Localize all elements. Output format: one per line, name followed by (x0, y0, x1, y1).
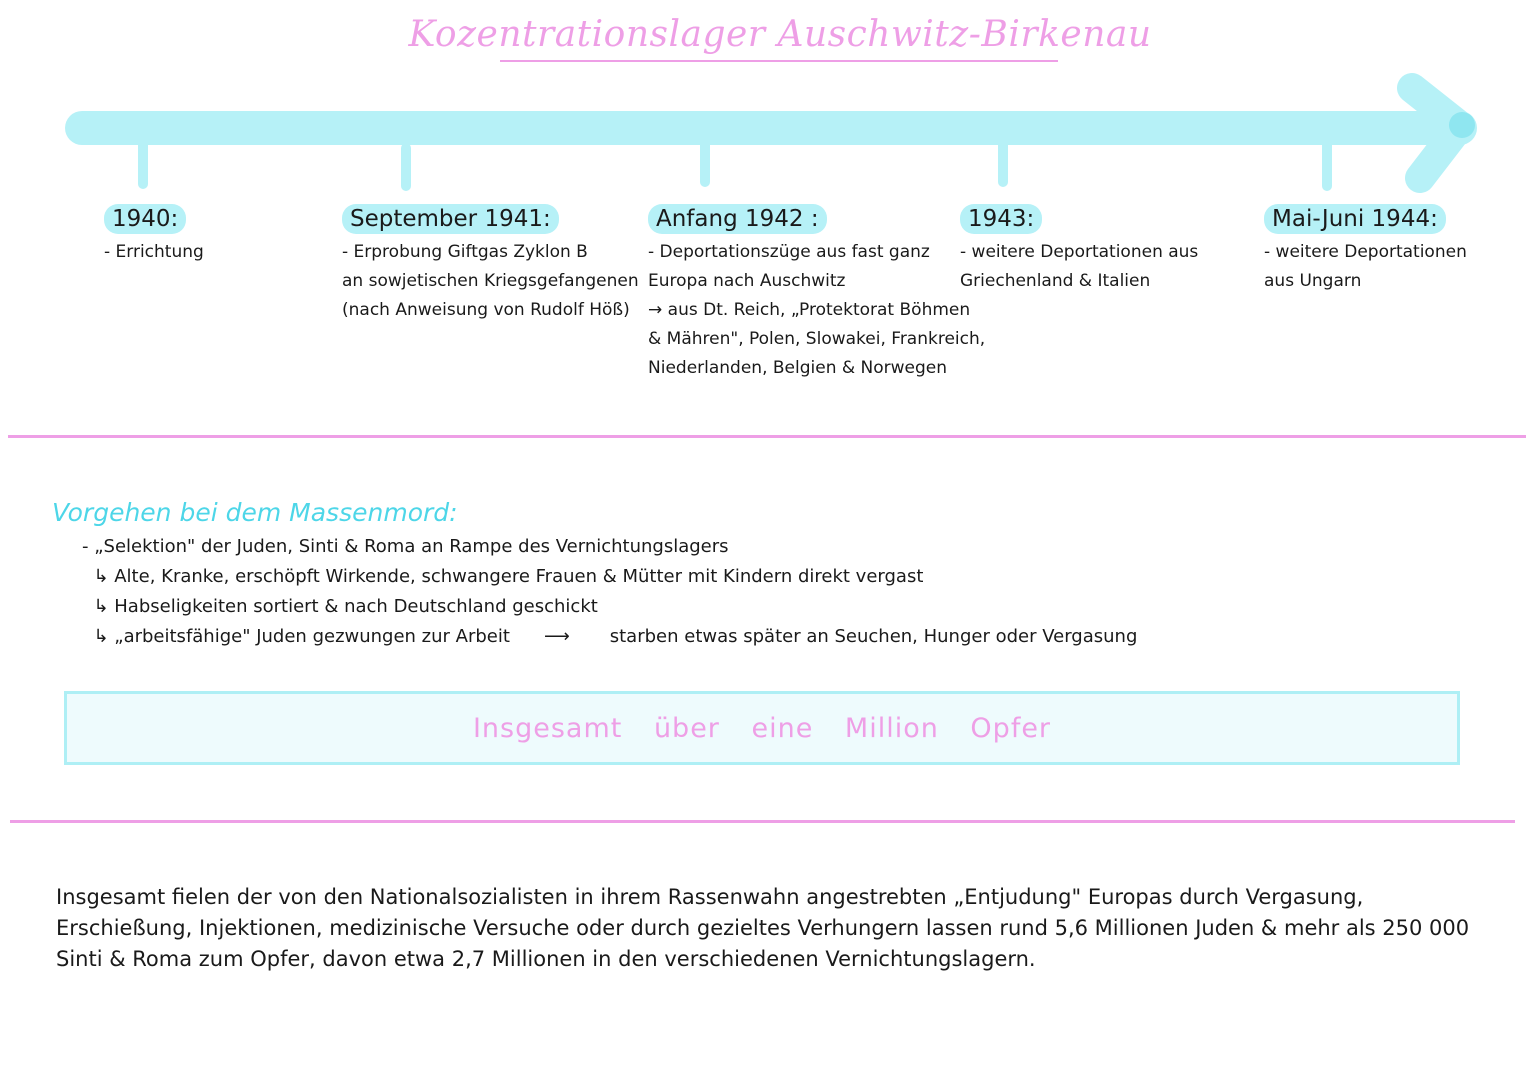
event-date: 1943: (960, 204, 1042, 234)
right-arrow-icon: ⟶ (543, 626, 570, 647)
event-date: 1940: (104, 204, 186, 234)
event-date: Mai-Juni 1944: (1264, 204, 1446, 234)
list-item: - „Selektion" der Juden, Sinti & Roma an Rampe des Vernichtungslagers (82, 536, 729, 557)
procedure-heading: Vorgehen bei dem Massenmord: (52, 498, 458, 527)
section-divider-bottom (10, 820, 1515, 823)
event-text: - Deportationszüge aus fast ganz Europa nach Auschwitz → aus Dt. Reich, „Protektorat Böhmen & Mähren", Polen, Slowakei, Frankreich, Niederlanden, Belgien & Norwegen (648, 242, 986, 378)
list-item: ↳ Alte, Kranke, erschöpft Wirkende, schwangere Frauen & Mütter mit Kindern direkt vergast (82, 566, 924, 587)
consequence-text: starben etwas später an Seuchen, Hunger oder Vergasung (609, 626, 1138, 647)
list-item-text: ↳ „arbeitsfähige" Juden gezwungen zur Arbeit (82, 626, 510, 647)
list-item (82, 622, 1137, 652)
event-text: - Erprobung Giftgas Zyklon B an sowjetischen Kriegsgefangenen (nach Anweisung von Rudolf Höß) (342, 242, 639, 320)
event-date: Anfang 1942 : (648, 204, 827, 234)
timeline-arrow (0, 0, 1527, 200)
summary-box (64, 691, 1460, 765)
event-text: - weitere Deportationen aus Griechenland & Italien (960, 242, 1199, 291)
timeline-event-1941 (342, 204, 639, 325)
timeline-event-1944 (1264, 204, 1467, 296)
summary-paragraph: Insgesamt fielen der von den Nationalsozialisten in ihrem Rassenwahn angestrebten „Entjudung" Europas durch Vergasung, Erschießung, Injektionen, medizinische Versuche oder durch gezieltes Verhungern lassen rund 5,6 Millionen Juden & mehr als 250 000 Sinti & Roma zum Opfer, davon etwa 2,7 Millionen in den verschiedenen Vernichtungslagern. (56, 885, 1470, 971)
timeline-event-1942 (648, 204, 985, 383)
event-text: - weitere Deportationen aus Ungarn (1264, 242, 1467, 291)
summary-text: Insgesamt über eine Million Opfer (472, 712, 1052, 744)
event-text: - Errichtung (104, 242, 204, 262)
timeline-event-1943 (960, 204, 1198, 296)
section-divider-top (8, 435, 1526, 438)
timeline-arrow-tip (1449, 112, 1475, 138)
timeline-event-1940 (104, 204, 204, 267)
procedure-list (82, 532, 1137, 652)
event-date: September 1941: (342, 204, 559, 234)
page-title: Kozentrationslager Auschwitz-Birkenau (408, 14, 1152, 55)
list-item: ↳ Habseligkeiten sortiert & nach Deutschland geschickt (82, 596, 598, 617)
